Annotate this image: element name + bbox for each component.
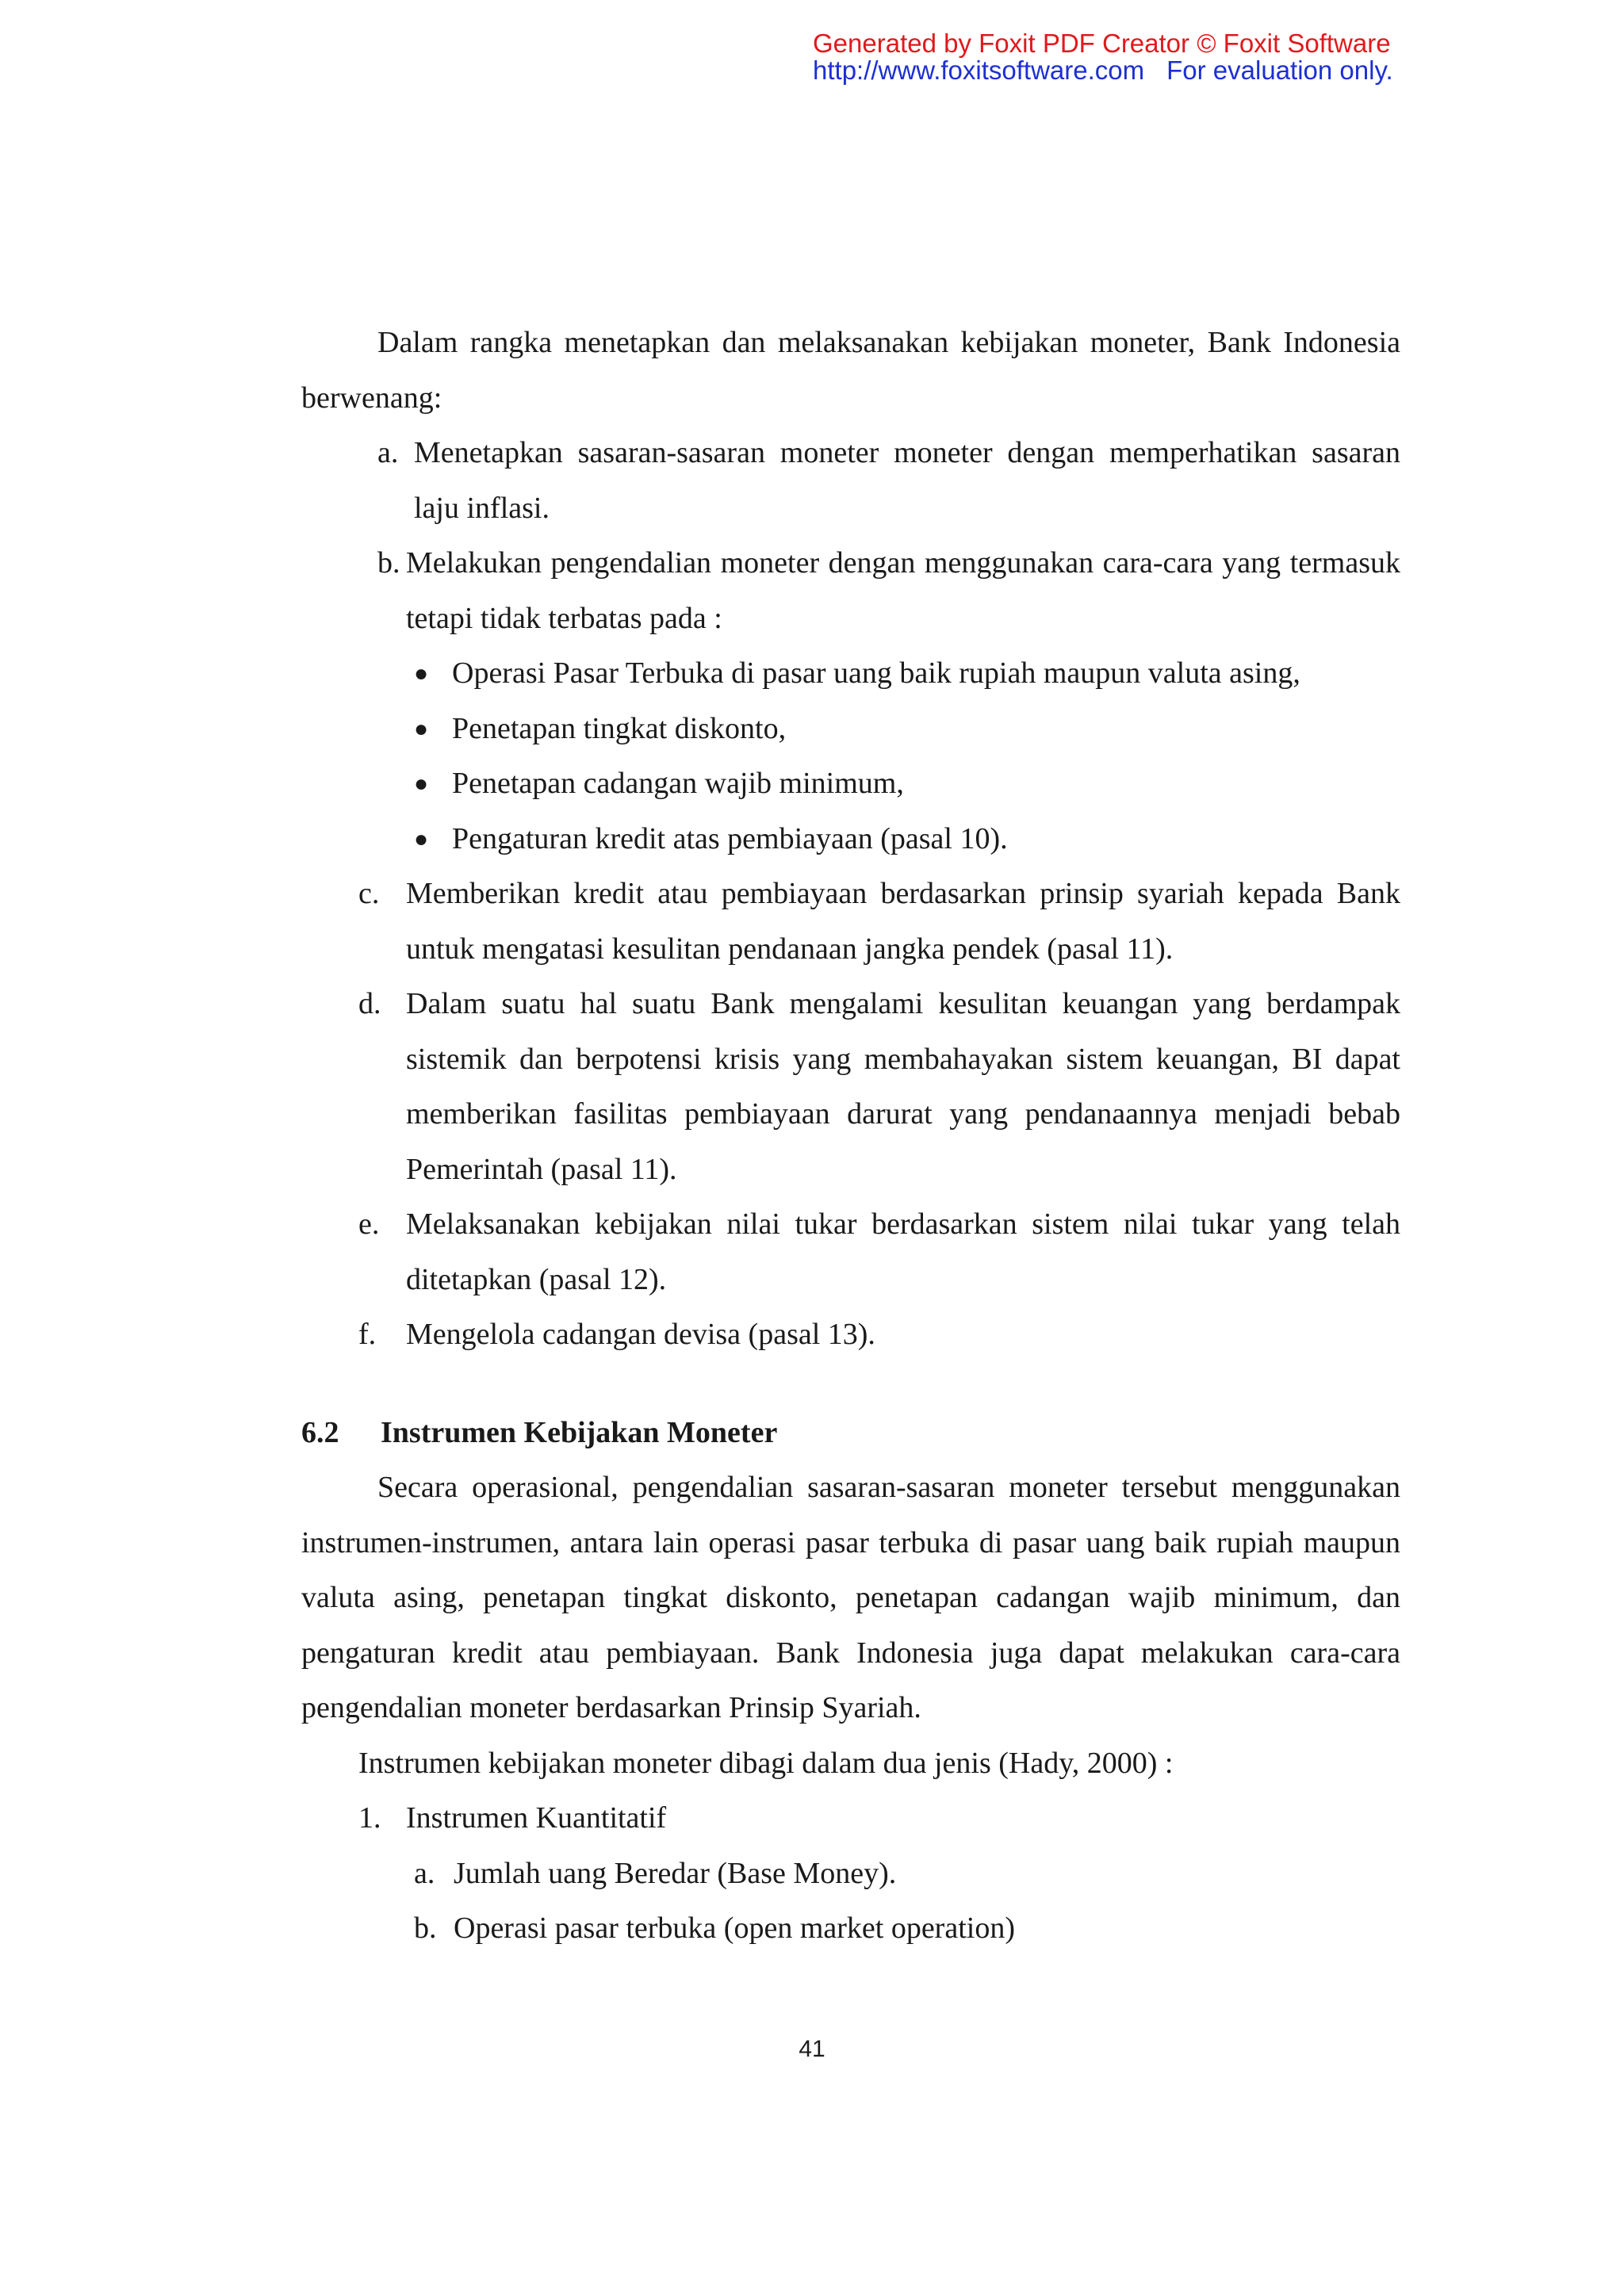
authority-item-d (301, 977, 1400, 1197)
bullet-item (301, 646, 1400, 702)
watermark-url-line (813, 57, 1393, 84)
foxit-watermark (813, 30, 1393, 84)
authority-item-a (301, 426, 1400, 536)
list-marker: 1. (358, 1801, 381, 1835)
section-title: Instrumen Kebijakan Moneter (381, 1415, 778, 1449)
bullet-icon: ● (414, 660, 429, 687)
page-number: 41 (799, 2036, 825, 2062)
authority-text: Mengelola cadangan devisa (pasal 13). (406, 1318, 875, 1351)
list-marker: c. (358, 877, 380, 910)
bullet-text: Pengaturan kredit atas pembiayaan (pasal 10). (452, 821, 1008, 855)
authority-text: Melakukan pengendalian moneter dengan menggunakan cara-cara yang termasuk tetapi tidak terbatas pada : (406, 546, 1400, 635)
authority-item-f (301, 1307, 1400, 1363)
instrument-title: Instrumen Kuantitatif (406, 1801, 667, 1835)
instrument-list-item (301, 1791, 1400, 1846)
list-marker: d. (358, 987, 381, 1020)
authority-text: Menetapkan sasaran-sasaran moneter moneter dengan memperhatikan sasaran laju inflasi. (414, 436, 1400, 525)
document-body (301, 316, 1400, 1957)
bullet-item (301, 756, 1400, 812)
list-marker: a. (377, 436, 399, 469)
bullet-icon: ● (414, 715, 429, 742)
bullet-icon: ● (414, 825, 429, 852)
list-marker: b. (377, 546, 400, 580)
section-paragraph-2: Instrumen kebijakan moneter dibagi dalam dua jenis (Hady, 2000) : (358, 1746, 1174, 1780)
watermark-note: For evaluation only. (1166, 55, 1393, 85)
authority-item-e (301, 1197, 1400, 1307)
bullet-text: Penetapan tingkat diskonto, (452, 711, 787, 745)
section-paragraph-1: Secara operasional, pengendalian sasaran-sasaran moneter tersebut menggunakan instrumen-instrumen, antara lain operasi pasar terbuka di pasar uang baik rupiah maupun valuta asing, penetapan tingkat diskonto, penetapan cadangan wajib minimum, dan pengaturan kredit atau pembiayaan. Bank Indonesia juga dapat melakukan cara-cara pengendalian moneter berdasarkan Prinsip Syariah. (301, 1471, 1400, 1724)
bullet-text: Operasi Pasar Terbuka di pasar uang baik rupiah maupun valuta asing, (452, 656, 1300, 690)
bullet-item (301, 812, 1400, 867)
authority-item-c (301, 867, 1400, 977)
instrument-sub-item (301, 1901, 1400, 1957)
list-marker: e. (358, 1207, 380, 1241)
bullet-item (301, 702, 1400, 757)
watermark-url[interactable]: http://www.foxitsoftware.com (813, 55, 1145, 85)
authority-text: Dalam suatu hal suatu Bank mengalami kesulitan keuangan yang berdampak sistemik dan berpotensi krisis yang membahayakan sistem keuangan, BI dapat memberikan fasilitas pembiayaan darurat yang pendanaannya menjadi bebab Pemerintah (pasal 11). (406, 987, 1400, 1186)
list-marker: a. (414, 1856, 435, 1890)
intro-paragraph: Dalam rangka menetapkan dan melaksanakan kebijakan moneter, Bank Indonesia berwenang: (301, 326, 1400, 415)
instrument-sub-item (301, 1846, 1400, 1902)
section-number: 6.2 (301, 1415, 339, 1449)
instrument-sub-text: Jumlah uang Beredar (Base Money). (454, 1856, 897, 1890)
list-marker: f. (358, 1318, 377, 1351)
instrument-sub-text: Operasi pasar terbuka (open market operation) (454, 1911, 1015, 1945)
list-marker: b. (414, 1911, 437, 1945)
watermark-title: Generated by Foxit PDF Creator © Foxit Software (813, 29, 1391, 58)
bullet-icon: ● (414, 771, 429, 797)
authority-text: Memberikan kredit atau pembiayaan berdasarkan prinsip syariah kepada Bank untuk mengatasi kesulitan pendanaan jangka pendek (pasal 11). (406, 877, 1400, 966)
bullet-text: Penetapan cadangan wajib minimum, (452, 767, 904, 800)
authority-text: Melaksanakan kebijakan nilai tukar berdasarkan sistem nilai tukar yang telah ditetapkan (pasal 12). (406, 1207, 1400, 1296)
authority-item-b (301, 536, 1400, 646)
section-heading (301, 1406, 1400, 1461)
